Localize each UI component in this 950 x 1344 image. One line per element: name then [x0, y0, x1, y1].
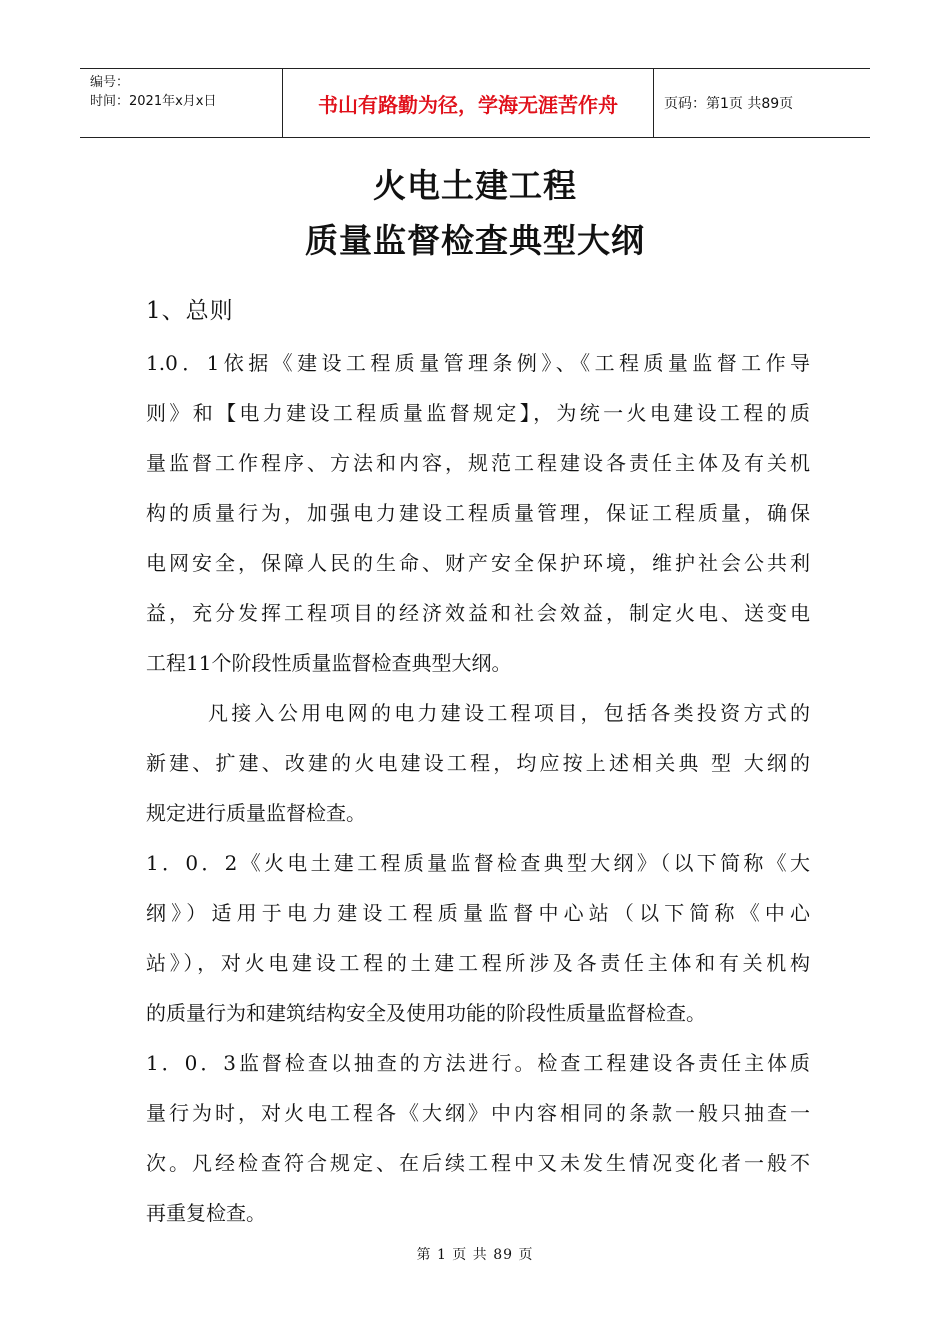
- body-line: 1．0．2《火电土建工程质量监督检查典型大纲》（以下简称《大: [146, 851, 810, 875]
- page-footer: 第 1 页 共 89 页: [416, 1247, 534, 1263]
- body-line: 工程11个阶段性质量监督检查典型大纲。: [146, 651, 512, 675]
- body-line: 站》），对火电建设工程的土建工程所涉及各责任主体和有关机构: [146, 951, 810, 975]
- body-line: 再重复检查。: [146, 1201, 266, 1225]
- body-line: 量监督工作程序、方法和内容，规范工程建设各责任主体及有关机: [146, 451, 810, 475]
- body-line: 次。凡经检查符合规定、在后续工程中又未发生情况变化者一般不: [146, 1151, 810, 1175]
- time-label: 时间：2021年x月x日: [90, 94, 217, 109]
- body-line: 量行为时，对火电工程各《大纲》中内容相同的条款一般只抽查一: [146, 1101, 810, 1125]
- section-heading: 1、总则: [146, 298, 234, 324]
- body-line: 的质量行为和建筑结构安全及使用功能的阶段性质量监督检查。: [146, 1001, 706, 1025]
- header-meta: [80, 69, 282, 137]
- body-line: 电网安全，保障人民的生命、财产安全保护环境，维护社会公共利: [146, 551, 810, 575]
- document-title-line2: 质量监督检查典型大纲: [305, 221, 645, 260]
- body-line: 则》和【电力建设工程质量监督规定】，为统一火电建设工程的质: [146, 401, 810, 425]
- document-body: [146, 338, 810, 1238]
- body-line: 纲》）适用于电力建设工程质量监督中心站（以下简称《中心: [146, 901, 810, 925]
- body-line: 凡接入公用电网的电力建设工程项目，包括各类投资方式的: [208, 701, 810, 725]
- number-label: 编号：: [90, 75, 130, 90]
- header-page-info: 页码：第1页 共89页: [664, 96, 794, 112]
- body-line: 益，充分发挥工程项目的经济效益和社会效益，制定火电、送变电: [146, 601, 810, 625]
- document-title-line1: 火电土建工程: [373, 166, 577, 205]
- body-line: 规定进行质量监督检查。: [146, 801, 366, 825]
- header-motto: 书山有路勤为径，学海无涯苦作舟: [282, 69, 654, 137]
- document-header: [80, 68, 870, 138]
- body-line: 1.0．1依据《建设工程质量管理条例》、《工程质量监督工作导: [146, 351, 810, 375]
- body-line: 新建、扩建、改建的火电建设工程，均应按上述相关典 型 大纲的: [146, 751, 810, 775]
- body-line: 构的质量行为，加强电力建设工程质量管理，保证工程质量，确保: [146, 501, 810, 525]
- body-line: 1．0．3监督检查以抽查的方法进行。检查工程建设各责任主体质: [146, 1051, 810, 1075]
